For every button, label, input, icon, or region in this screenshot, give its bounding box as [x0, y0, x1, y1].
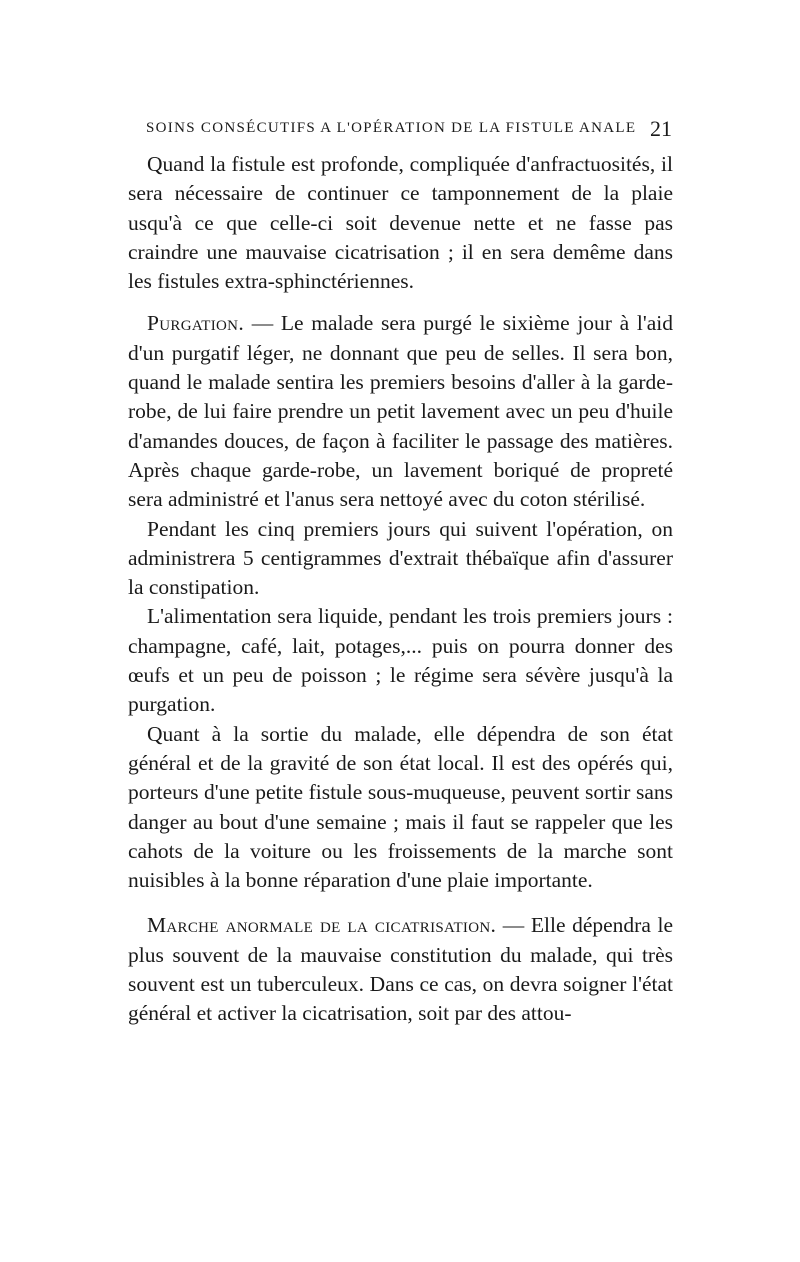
paragraph-marche-anormale — [128, 911, 673, 1028]
paragraph-constipation — [128, 515, 673, 603]
paragraph-text: — Le malade sera purgé le sixième jour à l'aid d'un purgatif léger, ne donnant que peu de selles. Il sera bon, quand le malade sentira les premiers besoins d'aller à la garde-robe, de lui faire prendre un petit lavement avec un peu d'huile d'amandes douces, de façon à faciliter le passage des matières. Après chaque garde-robe, un lavement boriqué de propreté sera administré et l'anus sera nettoyé avec du coton stérilisé. — [128, 311, 673, 512]
page-number: 21 — [650, 116, 672, 141]
section-heading-purgation: Purgation. — [147, 311, 244, 336]
paragraph-text: Quant à la sortie du malade, elle dépendra de son état général et de la gravité de son état local. Il est des opérés qui, porteurs d'une petite fistule sous-muqueuse, peuvent sortir sans danger au bout d'une semaine ; mais il faut se rappeler que les cahots de la voiture ou les froissements de la marche sont nuisibles à la bonne réparation d'une plaie importante. — [128, 721, 673, 893]
paragraph-fistule-profonde — [128, 150, 673, 296]
running-title: SOINS CONSÉCUTIFS A L'OPÉRATION DE LA FISTULE ANALE — [146, 120, 637, 136]
paragraph-alimentation — [128, 602, 673, 719]
paragraph-text: Quand la fistule est profonde, compliquée d'anfractuosités, il sera nécessaire de continuer ce tamponnement de la plaie usqu'à ce que celle-ci soit devenue nette et ne fasse pas craindre une mauvaise cicatrisation ; il en sera demême dans les fistules extra-sphinctériennes. — [128, 152, 673, 294]
body-text — [128, 150, 673, 1029]
paragraph-sortie — [128, 720, 673, 896]
paragraph-text: Pendant les cinq premiers jours qui suivent l'opération, on administrera 5 centigrammes d'extrait thébaïque afin d'assurer la constipation. — [128, 516, 673, 600]
paragraph-text: — Elle dépendra le plus souvent de la mauvaise constitution du malade, qui très souvent est un tuberculeux. Dans ce cas, on devra soigner l'état général et activer la cicatrisation, soit par des attou- — [128, 913, 673, 1026]
paragraph-text: L'alimentation sera liquide, pendant les trois premiers jours : champagne, café, lait, potages,... puis on pourra donner des œufs et un peu de poisson ; le régime sera sévère jusqu'à la purgation. — [128, 604, 673, 717]
section-heading-marche-anormale: Marche anormale de la cicatrisation. — [147, 913, 497, 938]
paragraph-purgation — [128, 309, 673, 514]
running-head — [146, 118, 672, 144]
